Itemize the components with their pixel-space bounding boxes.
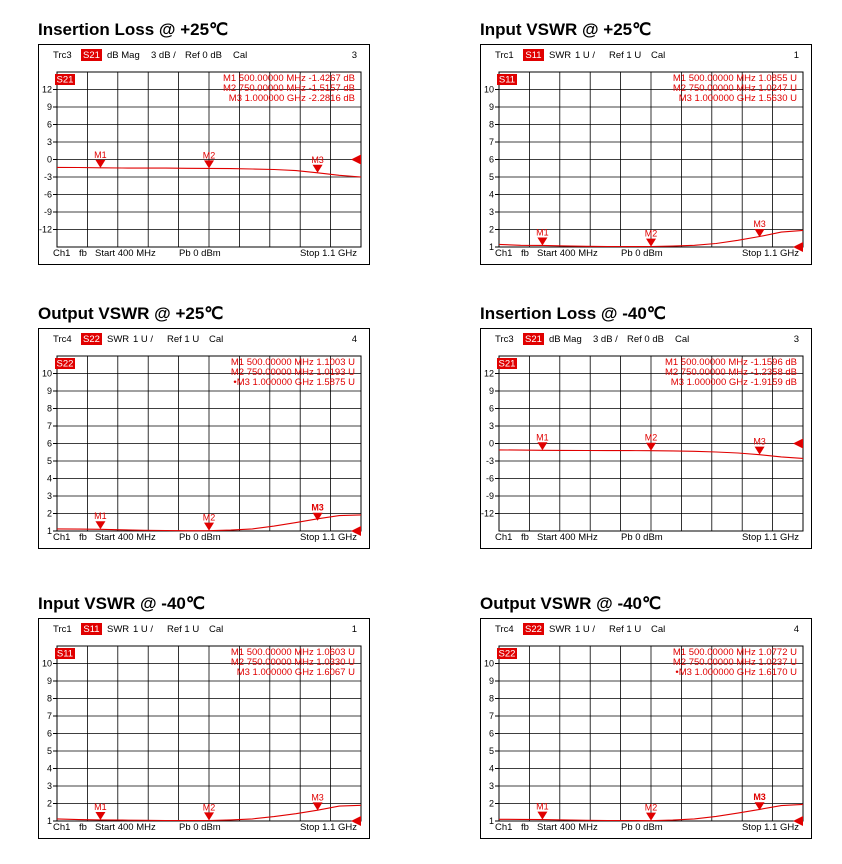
grid-param-label: S11 <box>56 648 74 660</box>
y-tick-label: 0 <box>488 438 494 449</box>
y-tick-label: 9 <box>488 676 494 686</box>
y-tick-label: 0 <box>46 154 52 165</box>
chart-panel-6 <box>480 594 814 841</box>
analyzer-frame <box>480 44 812 265</box>
marker-label-m1: M1 <box>94 149 107 160</box>
y-tick-label: 2 <box>46 508 52 519</box>
marker-readout-m2: M2 750.00000 MHz 1.0193 U <box>230 367 355 378</box>
chart-title: Output VSWR @ -40℃ <box>480 594 662 613</box>
analyzer-frame <box>480 328 812 549</box>
footer-power: Pb 0 dBm <box>621 532 663 543</box>
y-tick-label: 7 <box>46 711 52 721</box>
y-tick-label: -6 <box>43 189 52 200</box>
format-label: dB Mag <box>107 50 140 61</box>
marker-triangle-m1 <box>537 238 547 246</box>
y-tick-label: 10 <box>41 658 52 669</box>
y-tick-label: 12 <box>41 84 52 95</box>
marker-label-m3: M3 <box>753 436 766 447</box>
chart-svg <box>39 329 369 548</box>
y-tick-label: 10 <box>483 84 494 95</box>
y-tick-label: 4 <box>488 189 494 200</box>
ref-label: Ref 1 U <box>167 334 200 345</box>
marker-triangle-m3 <box>755 447 765 455</box>
marker-triangle-m1 <box>537 812 547 820</box>
chart-title: Input VSWR @ +25℃ <box>480 20 652 39</box>
marker-readout-m1: M1 500.00000 MHz 1.1003 U <box>230 357 355 368</box>
marker-label-m3: M3 <box>753 792 766 803</box>
footer-channel: Ch1 <box>495 822 513 833</box>
footer-stop: Stop 1.1 GHz <box>299 532 357 543</box>
ref-label: Ref 0 dB <box>627 334 664 345</box>
footer-start: Start 400 MHz <box>537 248 598 259</box>
y-tick-label: 7 <box>46 421 52 431</box>
analyzer-frame <box>38 618 370 839</box>
marker-readout-m2: M2 750.00000 MHz -1.5157 dB <box>222 83 355 94</box>
ref-label: Ref 1 U <box>167 624 200 635</box>
grid-param-label: S11 <box>498 74 516 86</box>
marker-readout-m3: M3 1.000000 GHz -2.2816 dB <box>228 93 355 104</box>
cal-label: Cal <box>651 624 666 635</box>
marker-triangle-m1 <box>95 521 105 529</box>
footer-start: Start 400 MHz <box>95 532 156 543</box>
y-tick-label: -9 <box>485 491 494 501</box>
marker-label-m2: M2 <box>202 802 216 813</box>
footer-start: Start 400 MHz <box>537 532 598 543</box>
y-tick-label: -9 <box>43 207 52 217</box>
y-tick-label: 9 <box>488 102 494 112</box>
chart-svg <box>481 619 811 838</box>
footer-fb: fb <box>521 248 529 259</box>
footer-fb: fb <box>521 532 529 543</box>
scale-label: 3 dB / <box>151 50 176 61</box>
y-tick-label: -6 <box>485 473 494 484</box>
footer-start: Start 400 MHz <box>95 822 156 833</box>
y-tick-label: 5 <box>46 456 52 466</box>
y-tick-label: 8 <box>488 119 494 130</box>
y-tick-label: 2 <box>488 224 494 235</box>
marker-readout-m1: M1 500.00000 MHz 1.0603 U <box>230 647 355 658</box>
marker-readout-m1: M1 500.00000 MHz 1.0855 U <box>672 73 797 84</box>
footer-stop: Stop 1.1 GHz <box>741 248 799 259</box>
channel-number: 3 <box>793 334 799 345</box>
grid-param-label: S22 <box>56 358 74 370</box>
chart-panel-4 <box>480 304 814 551</box>
marker-triangle-m3 <box>313 165 323 173</box>
marker-label-m3: M3 <box>311 792 324 803</box>
footer-fb: fb <box>521 822 529 833</box>
format-label: dB Mag <box>549 334 582 345</box>
channel-number: 1 <box>351 624 357 635</box>
footer-stop: Stop 1.1 GHz <box>741 532 799 543</box>
trace-label: Trc3 <box>53 50 72 61</box>
marker-label-m2: M2 <box>202 150 216 161</box>
y-tick-label: 6 <box>46 438 52 449</box>
marker-label-m3: M3 <box>311 154 324 165</box>
footer-stop: Stop 1.1 GHz <box>299 822 357 833</box>
y-tick-label: 4 <box>46 763 52 774</box>
y-tick-label: 10 <box>483 658 494 669</box>
y-tick-label: 5 <box>488 172 494 182</box>
y-tick-label: 3 <box>488 207 494 217</box>
chart-svg <box>39 45 369 264</box>
marker-readout-m1: M1 500.00000 MHz -1.4267 dB <box>222 73 355 84</box>
footer-power: Pb 0 dBm <box>179 822 221 833</box>
param-label: S11 <box>83 624 100 635</box>
format-label: SWR <box>107 334 130 345</box>
trace-label: Trc1 <box>495 50 514 61</box>
y-tick-label: 6 <box>488 403 494 414</box>
footer-stop: Stop 1.1 GHz <box>299 248 357 259</box>
cal-label: Cal <box>675 334 690 345</box>
trace-label: Trc4 <box>495 624 514 635</box>
y-tick-label: 3 <box>46 491 52 501</box>
y-tick-label: 8 <box>46 693 52 704</box>
marker-readout-m3: M3 1.000000 GHz -1.9159 dB <box>670 377 797 388</box>
cal-label: Cal <box>209 334 224 345</box>
marker-readout-m3: M3 1.000000 GHz 1.5630 U <box>678 93 797 104</box>
marker-triangle-m2 <box>204 523 214 531</box>
chart-svg <box>481 329 811 548</box>
scale-label: 1 U / <box>575 50 596 61</box>
ref-label: Ref 1 U <box>609 50 642 61</box>
marker-label-m1: M1 <box>536 432 549 443</box>
scale-label: 1 U / <box>133 624 154 635</box>
cal-label: Cal <box>233 50 248 61</box>
grid-param-label: S22 <box>498 648 516 660</box>
marker-label-m3: M3 <box>311 502 324 513</box>
chart-title: Input VSWR @ -40℃ <box>38 594 205 613</box>
chart-svg <box>39 619 369 838</box>
y-tick-label: -3 <box>43 172 52 182</box>
scale-label: 1 U / <box>575 624 596 635</box>
param-label: S21 <box>83 50 100 61</box>
footer-start: Start 400 MHz <box>537 822 598 833</box>
footer-start: Start 400 MHz <box>95 248 156 259</box>
format-label: SWR <box>549 624 572 635</box>
marker-readout-m1: M1 500.00000 MHz -1.1596 dB <box>664 357 797 368</box>
footer-fb: fb <box>79 822 87 833</box>
analyzer-frame <box>38 44 370 265</box>
scale-label: 3 dB / <box>593 334 618 345</box>
y-tick-label: 3 <box>488 421 494 431</box>
param-label: S22 <box>525 624 542 635</box>
y-tick-label: 1 <box>488 242 494 252</box>
channel-number: 3 <box>351 50 357 61</box>
footer-channel: Ch1 <box>53 822 71 833</box>
y-tick-label: 9 <box>488 386 494 396</box>
footer-fb: fb <box>79 248 87 259</box>
cal-label: Cal <box>209 624 224 635</box>
footer-channel: Ch1 <box>495 532 513 543</box>
marker-readout-m2: M2 750.00000 MHz -1.2358 dB <box>664 367 797 378</box>
y-tick-label: 9 <box>46 386 52 396</box>
analyzer-frame <box>38 328 370 549</box>
marker-readout-m3: •M3 1.000000 GHz 1.6170 U <box>675 667 797 678</box>
chart-panel-1 <box>38 20 372 267</box>
marker-label-m1: M1 <box>536 801 549 812</box>
y-tick-label: 4 <box>488 763 494 774</box>
footer-power: Pb 0 dBm <box>179 532 221 543</box>
footer-power: Pb 0 dBm <box>621 248 663 259</box>
ref-label: Ref 1 U <box>609 624 642 635</box>
marker-readout-m3: M3 1.000000 GHz 1.6067 U <box>236 667 355 678</box>
y-tick-label: 5 <box>488 746 494 756</box>
footer-fb: fb <box>79 532 87 543</box>
marker-triangle-m1 <box>95 812 105 820</box>
trace-label: Trc3 <box>495 334 514 345</box>
marker-readout-m2: M2 750.00000 MHz 1.0237 U <box>672 657 797 668</box>
grid-param-label: S21 <box>56 74 74 86</box>
y-tick-label: -3 <box>485 456 494 466</box>
marker-readout-m3: •M3 1.000000 GHz 1.5875 U <box>233 377 355 388</box>
param-label: S22 <box>83 334 100 345</box>
marker-label-m2: M2 <box>644 432 658 443</box>
y-tick-label: 7 <box>488 711 494 721</box>
y-tick-label: 12 <box>483 368 494 379</box>
footer-stop: Stop 1.1 GHz <box>741 822 799 833</box>
chart-title: Insertion Loss @ +25℃ <box>38 20 229 39</box>
param-label: S21 <box>525 334 542 345</box>
y-tick-label: 8 <box>46 403 52 414</box>
grid-param-label: S21 <box>498 358 516 370</box>
analyzer-frame <box>480 618 812 839</box>
channel-number: 1 <box>793 50 799 61</box>
y-tick-label: -12 <box>38 224 52 235</box>
chart-panel-3 <box>38 304 372 551</box>
y-tick-label: 1 <box>46 526 52 536</box>
marker-readout-m1: M1 500.00000 MHz 1.0772 U <box>672 647 797 658</box>
marker-label-m2: M2 <box>644 228 658 239</box>
scale-label: 1 U / <box>133 334 154 345</box>
marker-label-m2: M2 <box>644 802 658 813</box>
y-tick-label: 5 <box>46 746 52 756</box>
channel-number: 4 <box>351 334 357 345</box>
y-tick-label: 3 <box>46 781 52 791</box>
y-tick-label: 3 <box>46 137 52 147</box>
marker-triangle-m2 <box>204 160 214 168</box>
y-tick-label: 4 <box>46 473 52 484</box>
chart-panel-2 <box>480 20 814 267</box>
chart-svg <box>481 45 811 264</box>
marker-triangle-m2 <box>646 239 656 247</box>
footer-channel: Ch1 <box>495 248 513 259</box>
marker-label-m2: M2 <box>202 512 216 523</box>
marker-triangle-m1 <box>95 160 105 168</box>
marker-triangle-m2 <box>204 812 214 820</box>
channel-number: 4 <box>793 624 799 635</box>
y-tick-label: 6 <box>46 119 52 130</box>
marker-label-m1: M1 <box>536 227 549 238</box>
y-tick-label: 1 <box>46 816 52 826</box>
footer-power: Pb 0 dBm <box>179 248 221 259</box>
chart-panel-5 <box>38 594 372 841</box>
y-tick-label: 10 <box>41 368 52 379</box>
chart-title: Output VSWR @ +25℃ <box>38 304 224 323</box>
marker-triangle-m2 <box>646 813 656 821</box>
y-tick-label: 7 <box>488 137 494 147</box>
footer-channel: Ch1 <box>53 532 71 543</box>
format-label: SWR <box>549 50 572 61</box>
marker-readout-m2: M2 750.00000 MHz 1.0247 U <box>672 83 797 94</box>
y-tick-label: 6 <box>488 154 494 165</box>
marker-label-m1: M1 <box>94 511 107 522</box>
y-tick-label: 6 <box>488 728 494 739</box>
param-label: S11 <box>525 50 542 61</box>
y-tick-label: 3 <box>488 781 494 791</box>
cal-label: Cal <box>651 50 666 61</box>
marker-readout-m2: M2 750.00000 MHz 1.0330 U <box>230 657 355 668</box>
footer-power: Pb 0 dBm <box>621 822 663 833</box>
format-label: SWR <box>107 624 130 635</box>
ref-label: Ref 0 dB <box>185 50 222 61</box>
marker-label-m1: M1 <box>94 801 107 812</box>
y-tick-label: 6 <box>46 728 52 739</box>
chart-title: Insertion Loss @ -40℃ <box>480 304 666 323</box>
y-tick-label: 9 <box>46 676 52 686</box>
y-tick-label: 2 <box>488 798 494 809</box>
marker-triangle-m2 <box>646 443 656 451</box>
y-tick-label: 9 <box>46 102 52 112</box>
footer-channel: Ch1 <box>53 248 71 259</box>
y-tick-label: 2 <box>46 798 52 809</box>
reference-arrow <box>351 155 361 165</box>
y-tick-label: 1 <box>488 816 494 826</box>
trace-label: Trc4 <box>53 334 72 345</box>
y-tick-label: -12 <box>480 508 494 519</box>
y-tick-label: 8 <box>488 693 494 704</box>
trace-label: Trc1 <box>53 624 72 635</box>
marker-triangle-m1 <box>537 442 547 450</box>
marker-label-m3: M3 <box>753 219 766 230</box>
reference-arrow <box>793 439 803 449</box>
